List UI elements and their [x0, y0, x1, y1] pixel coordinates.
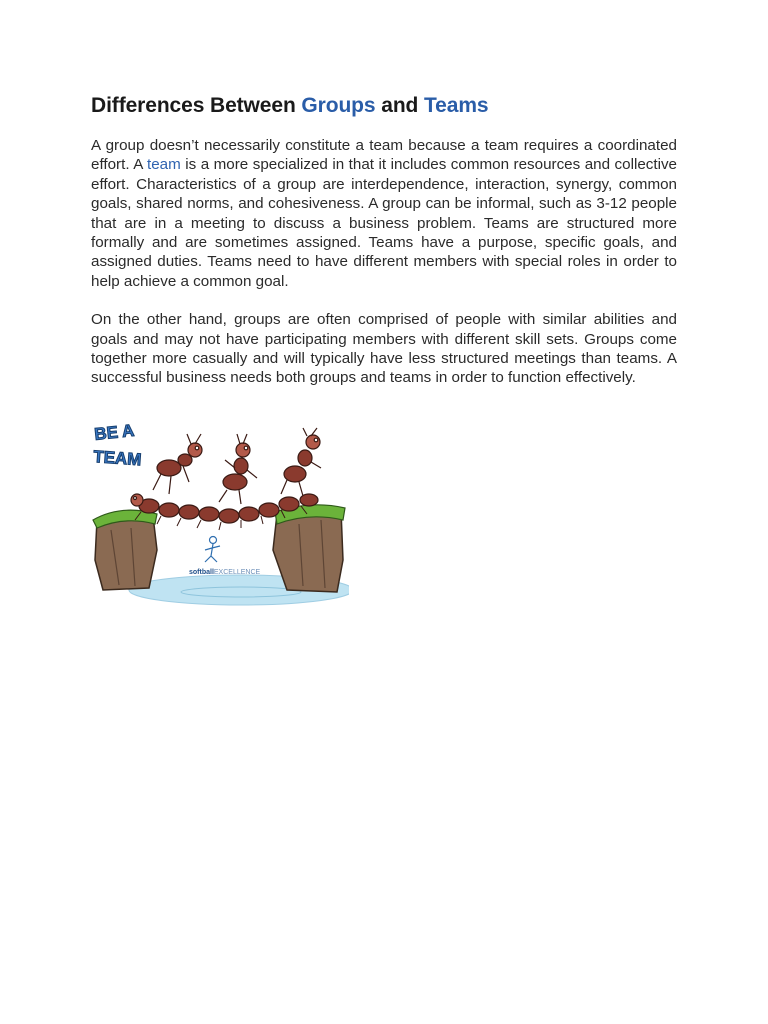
document-page: [91, 92, 677, 407]
badge-line1: BE A: [93, 420, 136, 444]
logo-text-bold: softball: [189, 569, 214, 576]
logo-text-light: EXCELLENCE: [213, 569, 261, 576]
paragraph1-text-end: is a more specialized in that it includes common resources and collective effort. Characteristics of a group are interdependence, interaction, synergy, common goals, shared norms, and cohesiveness. A group can be informal, such as 3-12 people that are in a meeting to discuss a business problem. Teams are structured more formally and are sometimes assigned. Teams have a purpose, specific goals, and assigned duties. Teams need to have different members with special roles in order to help achieve a common goal.: [91, 156, 677, 290]
be-a-team-badge: [93, 421, 142, 469]
badge-line2: TEAM: [92, 447, 143, 470]
walking-ant-2: [219, 434, 257, 504]
walking-ant-3: [281, 428, 321, 496]
title-teams-word: Teams: [424, 94, 489, 117]
walking-ant-1: [153, 434, 202, 494]
paragraph-groups-casual: On the other hand, groups are often comprised of people with similar abilities and goals and may not have participating members with different skill sets. Groups come together more casually and will typically have less structured meetings than teams. A successful business needs both groups and teams in order to function effectively.: [91, 311, 677, 387]
left-cliff: [95, 516, 157, 590]
ant-head-left: [131, 494, 143, 506]
title-text-middle: and: [375, 94, 425, 117]
paragraph-groups-vs-teams: [91, 136, 677, 291]
page-title: [91, 92, 677, 120]
be-a-team-illustration: [91, 420, 349, 608]
svg-text:softballEXCELLENCE: [189, 569, 261, 576]
title-text-prefix: Differences Between: [91, 94, 302, 117]
softball-logo: [189, 537, 261, 577]
ant-bridge-image: [91, 420, 349, 608]
title-groups-word: Groups: [301, 94, 376, 117]
paragraph1-text-start: A group doesn’t necessarily constitute a team because a team requires a coordinated effort. A: [91, 137, 677, 174]
team-link[interactable]: team: [147, 156, 181, 174]
